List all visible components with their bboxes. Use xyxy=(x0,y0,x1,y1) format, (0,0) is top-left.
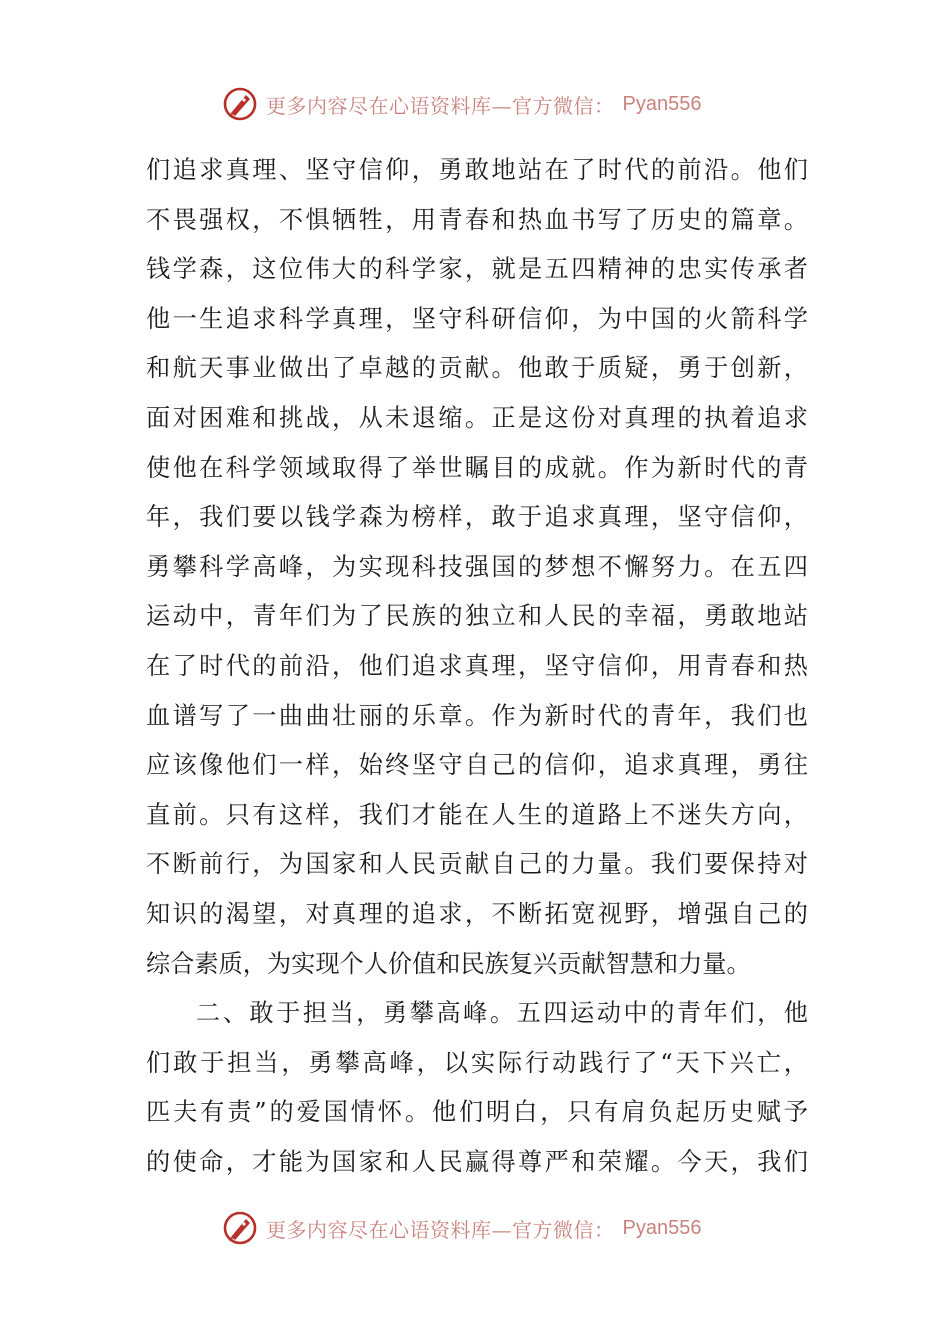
pen-nib-logo-icon xyxy=(222,86,258,122)
text-line: 不畏强权，不惧牺牲，用青春和热血书写了历史的篇章。 xyxy=(146,205,808,234)
text-line: 运动中，青年们为了民族的独立和人民的幸福，勇敢地站 xyxy=(146,602,808,631)
text-line: 面对困难和挑战，从未退缩。正是这份对真理的执着追求 xyxy=(146,403,808,432)
text-line: 们追求真理、坚守信仰，勇敢地站在了时代的前沿。他们 xyxy=(146,156,808,184)
text-line: 匹夫有责”的爱国情怀。他们明白，只有肩负起历史赋予 xyxy=(146,1098,808,1127)
section-heading-line: 二、敢于担当，勇攀高峰。五四运动中的青年们，他 xyxy=(196,999,808,1028)
pen-nib-logo-icon xyxy=(222,1210,258,1246)
footer-banner xyxy=(222,1208,701,1248)
banner-text: 更多内容尽在心语资料库—官方微信： xyxy=(266,93,615,118)
text-line: 应该像他们一样，始终坚守自己的信仰，追求真理，勇往 xyxy=(146,751,808,780)
header-banner xyxy=(222,84,701,124)
text-line: 知识的渴望，对真理的追求，不断拓宽视野，增强自己的 xyxy=(146,899,808,928)
text-line: 使他在科学领域取得了举世瞩目的成就。作为新时代的青 xyxy=(146,453,808,482)
document-body xyxy=(146,146,808,1187)
text-line: 不断前行，为国家和人民贡献自己的力量。我们要保持对 xyxy=(146,850,808,879)
text-line: 勇攀科学高峰，为实现科技强国的梦想不懈努力。在五四 xyxy=(146,552,808,581)
text-line: 直前。只有这样，我们才能在人生的道路上不迷失方向， xyxy=(146,800,808,829)
text-line: 综合素质，为实现个人价值和民族复兴贡献智慧和力量。 xyxy=(146,949,751,978)
wechat-id: Pyan556 xyxy=(622,92,702,115)
text-line: 他一生追求科学真理，坚守科研信仰，为中国的火箭科学 xyxy=(146,304,808,333)
text-line: 在了时代的前沿，他们追求真理，坚守信仰，用青春和热 xyxy=(146,651,808,680)
text-line: 和航天事业做出了卓越的贡献。他敢于质疑，勇于创新， xyxy=(146,354,808,383)
text-line: 的使命，才能为国家和人民赢得尊严和荣耀。今天，我们 xyxy=(146,1147,808,1176)
text-line: 钱学森，这位伟大的科学家，就是五四精神的忠实传承者 xyxy=(146,255,808,284)
text-line: 们敢于担当，勇攀高峰，以实际行动践行了“天下兴亡， xyxy=(146,1048,808,1077)
text-line: 年，我们要以钱学森为榜样，敢于追求真理，坚守信仰， xyxy=(146,503,808,532)
banner-text: 更多内容尽在心语资料库—官方微信： xyxy=(266,1217,615,1242)
wechat-id: Pyan556 xyxy=(622,1216,702,1239)
text-line: 血谱写了一曲曲壮丽的乐章。作为新时代的青年，我们也 xyxy=(146,701,808,730)
